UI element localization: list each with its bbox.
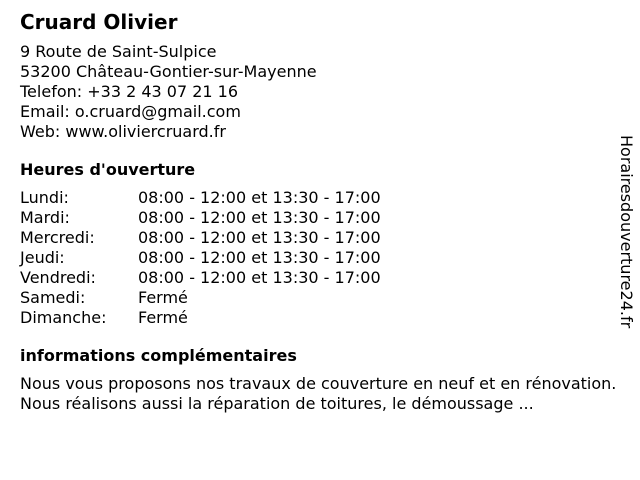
- hours-day: Samedi:: [20, 288, 86, 307]
- hours-time: Fermé: [138, 288, 188, 307]
- hours-row-monday: [20, 188, 630, 208]
- hours-day: Mercredi:: [20, 228, 95, 247]
- hours-time: 08:00 - 12:00 et 13:30 - 17:00: [138, 188, 381, 207]
- hours-time: Fermé: [138, 308, 188, 327]
- hours-day: Vendredi:: [20, 268, 96, 287]
- hours-day: Lundi:: [20, 188, 69, 207]
- business-name: Cruard Olivier: [20, 10, 178, 34]
- email-line: Email: o.cruard@gmail.com: [20, 102, 241, 121]
- additional-info-text: Nous vous proposons nos travaux de couverture en neuf et en rénovation. Nous réalisons aussi la réparation de toitures, le démoussage ...: [20, 374, 617, 413]
- additional-info-heading: informations complémentaires: [20, 346, 297, 365]
- hours-time: 08:00 - 12:00 et 13:30 - 17:00: [138, 248, 381, 267]
- business-card: [20, 10, 630, 414]
- watermark-text: Horairesdouverture24.fr: [617, 135, 636, 329]
- opening-hours-list: [20, 188, 630, 328]
- hours-row-friday: [20, 268, 630, 288]
- opening-hours-heading: Heures d'ouverture: [20, 160, 196, 179]
- phone-line: Telefon: +33 2 43 07 21 16: [20, 82, 239, 101]
- hours-day: Dimanche:: [20, 308, 107, 327]
- hours-day: Jeudi:: [20, 248, 65, 267]
- hours-time: 08:00 - 12:00 et 13:30 - 17:00: [138, 228, 381, 247]
- hours-row-tuesday: [20, 208, 630, 228]
- address-city: 53200 Château-Gontier-sur-Mayenne: [20, 62, 317, 81]
- address-street: 9 Route de Saint-Sulpice: [20, 42, 217, 61]
- hours-row-saturday: [20, 288, 630, 308]
- hours-row-sunday: [20, 308, 630, 328]
- hours-time: 08:00 - 12:00 et 13:30 - 17:00: [138, 268, 381, 287]
- hours-row-wednesday: [20, 228, 630, 248]
- hours-time: 08:00 - 12:00 et 13:30 - 17:00: [138, 208, 381, 227]
- hours-row-thursday: [20, 248, 630, 268]
- hours-day: Mardi:: [20, 208, 70, 227]
- website-line: Web: www.oliviercruard.fr: [20, 122, 226, 141]
